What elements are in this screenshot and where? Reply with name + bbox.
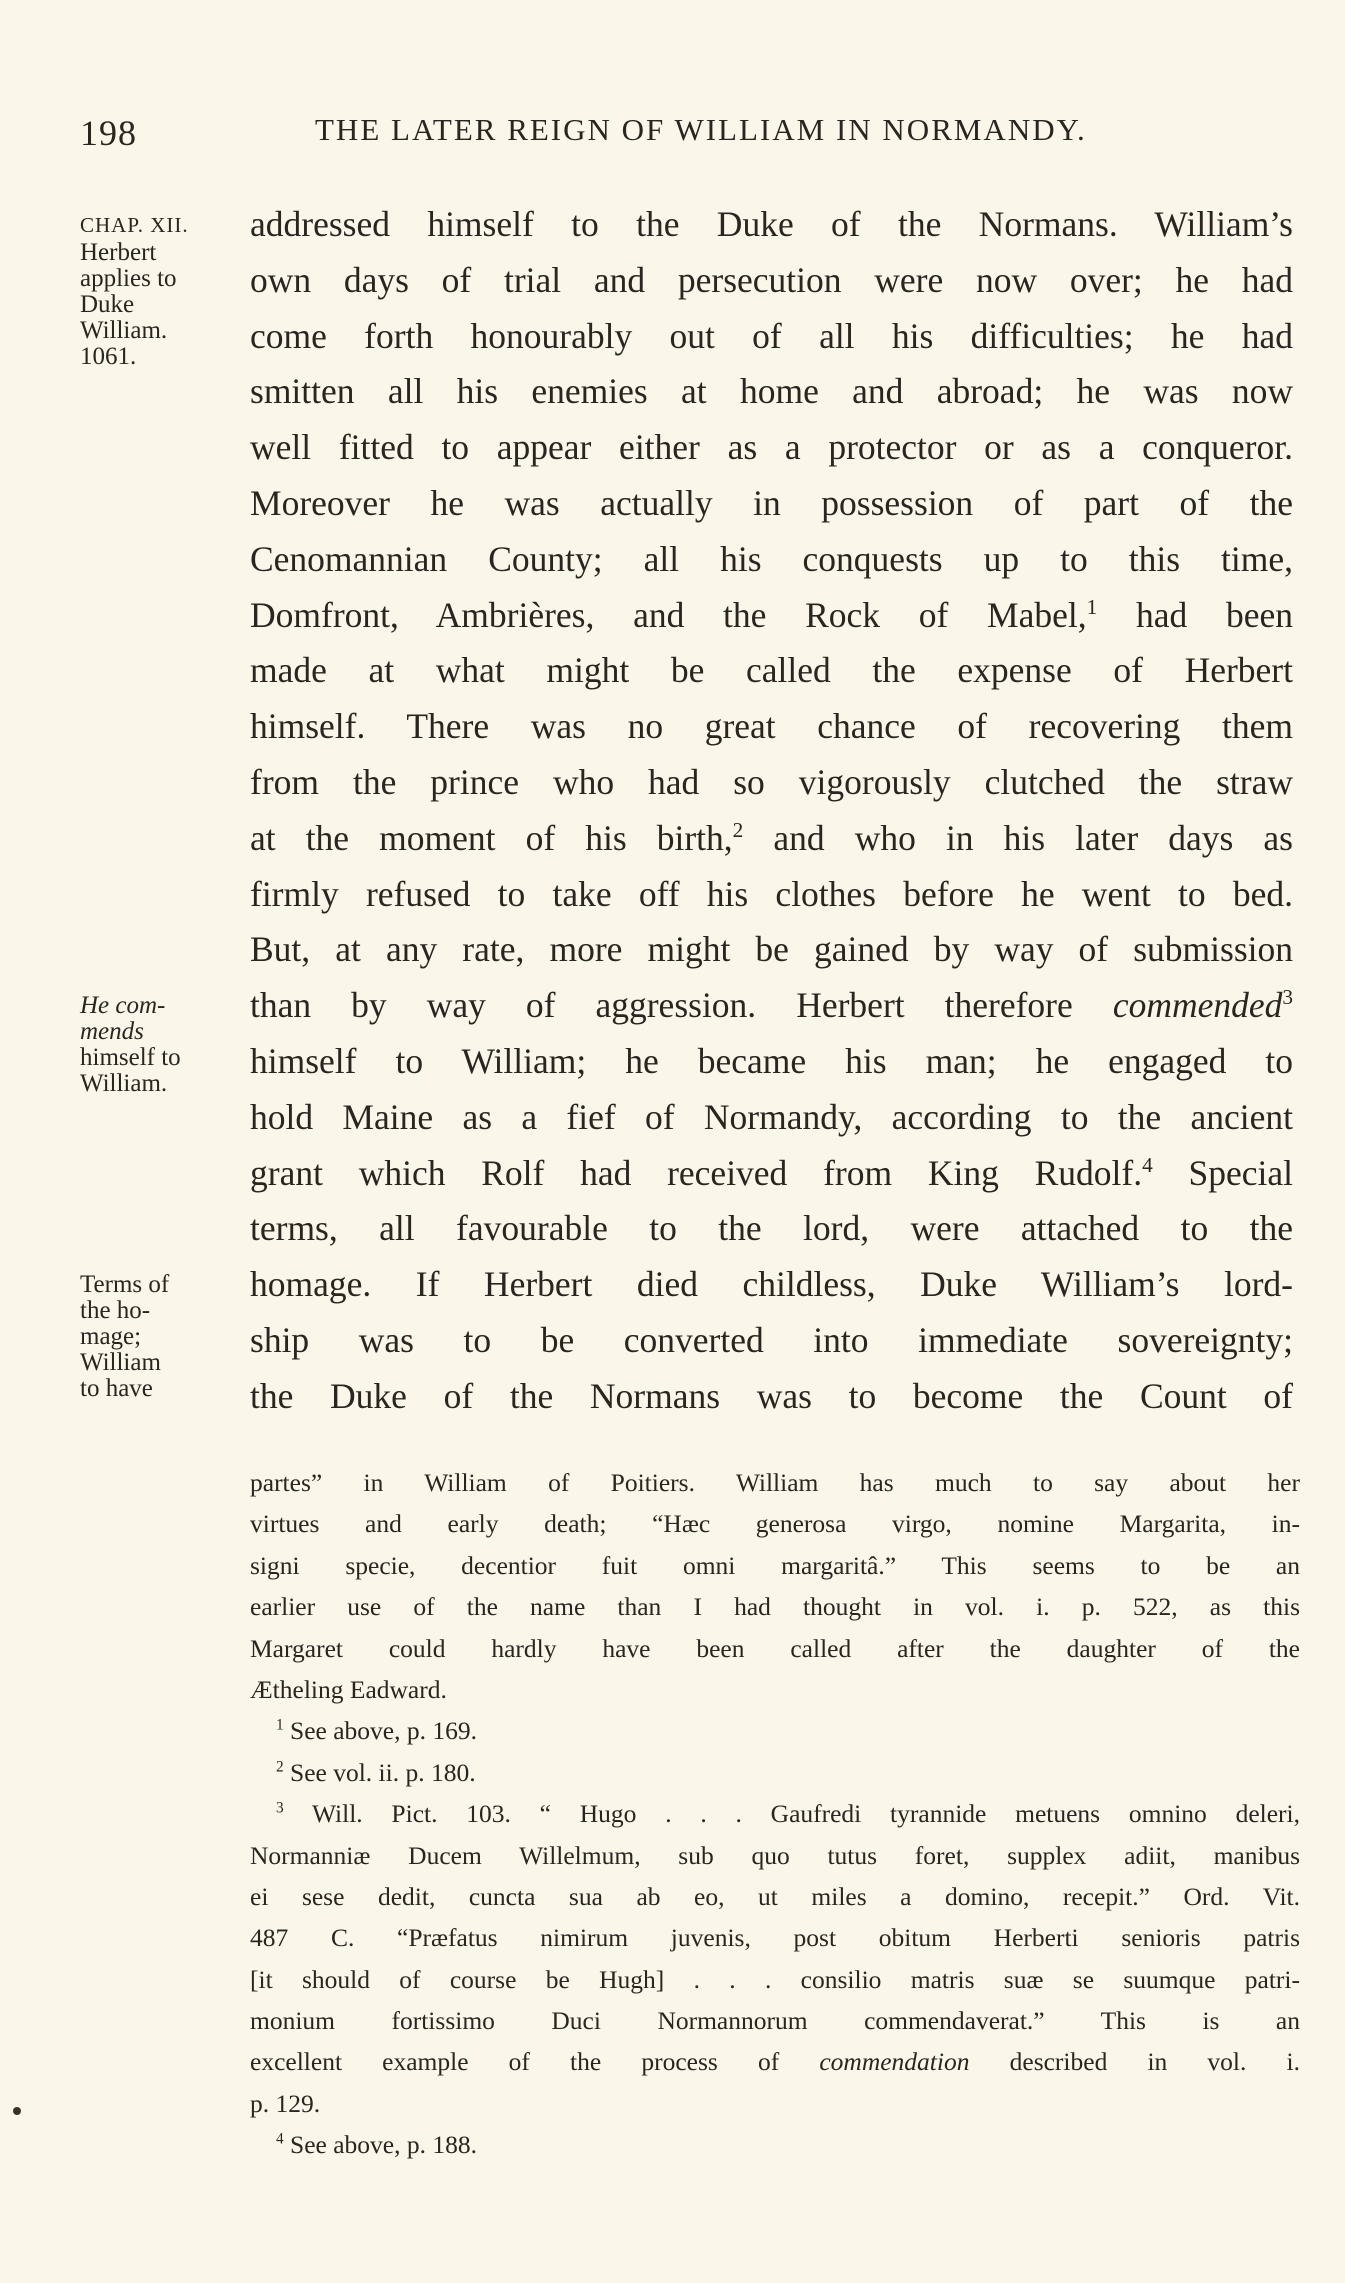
footnote-text: Will. Pict. 103. “ Hugo . . . Gaufredi tyrannide metuens omnino deleri, [311, 1799, 1300, 1829]
body-line: Moreover he was actually in possession of part of the [250, 482, 1293, 523]
footnote-mark: 3 [276, 1799, 284, 1817]
body-text-segment: Special [1152, 1152, 1293, 1193]
footnote-mark: 2 [276, 1758, 284, 1776]
margin-note-line: to have [80, 1375, 153, 1402]
margin-note-line: mage; [80, 1323, 142, 1350]
body-line: made at what might be called the expense of Herbert [250, 650, 1293, 691]
body-text-segment: at the moment of his birth, [250, 817, 733, 858]
body-line: own days of trial and persecution were now over; he had [250, 259, 1293, 300]
footnote-line: Normanniæ Ducem Willelmum, sub quo tutus foret, supplex adiit, manibus [250, 1840, 1300, 1870]
footnotes [250, 1462, 1300, 2166]
body-text-segment: than by way of aggression. Herbert therefore [250, 985, 1073, 1026]
footnote-line: Margaret could hardly have been called after the daughter of the [250, 1633, 1300, 1663]
margin-note-line: 1061. [80, 343, 137, 370]
running-title: THE LATER REIGN OF WILLIAM IN NORMANDY. [315, 112, 1087, 147]
footnote-ref-3: 3 [1282, 985, 1294, 1010]
body-line [250, 588, 1293, 644]
footnote-text: See above, p. 169. [290, 1716, 477, 1746]
footnote-line: partes” in William of Poitiers. William has much to say about her [250, 1468, 1300, 1497]
body-line [250, 811, 1293, 867]
footnote-line: p. 129. [250, 2088, 321, 2118]
margin-note-line: mends [80, 1018, 144, 1045]
body-line: homage. If Herbert died childless, Duke William’s lord- [250, 1264, 1293, 1305]
margin-note-line [80, 993, 220, 1019]
footnote-text: See above, p. 188. [290, 2130, 477, 2160]
body-line: ship was to be converted into immediate sovereignty; [250, 1319, 1293, 1360]
body-line: But, at any rate, more might be gained by way of submission [250, 929, 1293, 970]
footnote-line: virtues and early death; “Hæc generosa virgo, nomine Margarita, in- [250, 1509, 1300, 1539]
body-line: hold Maine as a fief of Normandy, according to the ancient [250, 1096, 1293, 1137]
body-line: himself. There was no great chance of recovering them [250, 706, 1293, 747]
margin-note-line: the ho- [80, 1297, 151, 1324]
margin-note-line: William. [80, 317, 168, 344]
footnote-mark: 4 [276, 2130, 284, 2148]
margin-note-line: William. [80, 1070, 168, 1097]
footnote-2 [250, 1752, 1300, 1793]
footnote-line: Ætheling Eadward. [250, 1674, 447, 1704]
footnote-ref-4: 4 [1142, 1152, 1153, 1177]
body-line: himself to William; he became his man; he engaged to [250, 1040, 1293, 1081]
body-line: smitten all his enemies at home and abroad; he was now [250, 371, 1293, 412]
ink-spot [13, 2107, 21, 2115]
body-line: come forth honourably out of all his difficulties; he had [250, 315, 1293, 356]
footnote-text: described in vol. i. [969, 2047, 1300, 2077]
body-text-segment: grant which Rolf had received from King Rudolf. [250, 1152, 1143, 1193]
footnote-ref-1: 1 [1086, 594, 1098, 619]
body-line: Cenomannian County; all his conquests up to this time, [250, 538, 1293, 579]
margin-note-line: Duke [80, 291, 135, 318]
margin-note-line: Terms of [80, 1271, 170, 1298]
body-line: addressed himself to the Duke of the Normans. William’s [250, 204, 1293, 244]
margin-note-line: Herbert [80, 239, 157, 266]
body-line: well fitted to appear either as a protector or as a conqueror. [250, 427, 1293, 468]
body-line [250, 1146, 1293, 1202]
footnote-line: [it should of course be Hugh] . . . consilio matris suæ se suumque patri- [250, 1964, 1300, 1994]
margin-note-commends-himself [80, 993, 220, 1097]
body-line: the Duke of the Normans was to become the Count of [250, 1375, 1293, 1416]
body-text-segment: had been [1097, 594, 1293, 635]
footnote-line: 487 C. “Præfatus nimirum juvenis, post obitum Herberti senioris patris [250, 1923, 1300, 1953]
footnote-3 [250, 1793, 1300, 1834]
body-line [250, 978, 1293, 1034]
chapter-label: CHAP. XII. [80, 213, 189, 237]
page-number: 198 [80, 113, 137, 153]
footnote-line [250, 2041, 1300, 2082]
footnote-italic-term: commendation [819, 2047, 970, 2077]
margin-note-line: himself to [80, 1044, 181, 1071]
body-line: terms, all favourable to the lord, were attached to the [250, 1208, 1293, 1249]
body-text [250, 197, 1293, 1425]
footnote-line: earlier use of the name than I had thought in vol. i. p. 522, as this [250, 1592, 1300, 1622]
footnote-line: monium fortissimo Duci Normannorum commendaverat.” This is an [250, 2006, 1300, 2036]
body-text-segment: and who in his later days as [743, 817, 1293, 858]
running-head [80, 112, 1290, 162]
margin-note-line: applies to [80, 265, 177, 292]
footnote-4 [250, 2124, 1300, 2165]
footnote-text: See vol. ii. p. 180. [290, 1757, 476, 1787]
footnote-line: ei sese dedit, cuncta sua ab eo, ut miles a domino, recepit.” Ord. Vit. [250, 1881, 1300, 1911]
footnote-ref-2: 2 [732, 817, 744, 842]
margin-note-terms-of-homage [80, 1272, 220, 1402]
body-italic-term: commended [1112, 985, 1283, 1026]
footnote-line: signi specie, decentior fuit omni margaritâ.” This seems to be an [250, 1550, 1300, 1580]
body-line: from the prince who had so vigorously clutched the straw [250, 761, 1293, 802]
margin-note-line: William [80, 1349, 161, 1376]
body-line: firmly refused to take off his clothes before he went to bed. [250, 873, 1293, 914]
footnote-mark: 1 [276, 1716, 284, 1734]
margin-note-herbert-applies [80, 212, 220, 370]
footnote-text: excellent example of the process of [250, 2047, 780, 2077]
body-text-segment: Domfront, Ambrières, and the Rock of Mabel, [250, 594, 1087, 635]
footnote-1 [250, 1710, 1300, 1751]
margin-note-text: He com- [80, 992, 166, 1019]
